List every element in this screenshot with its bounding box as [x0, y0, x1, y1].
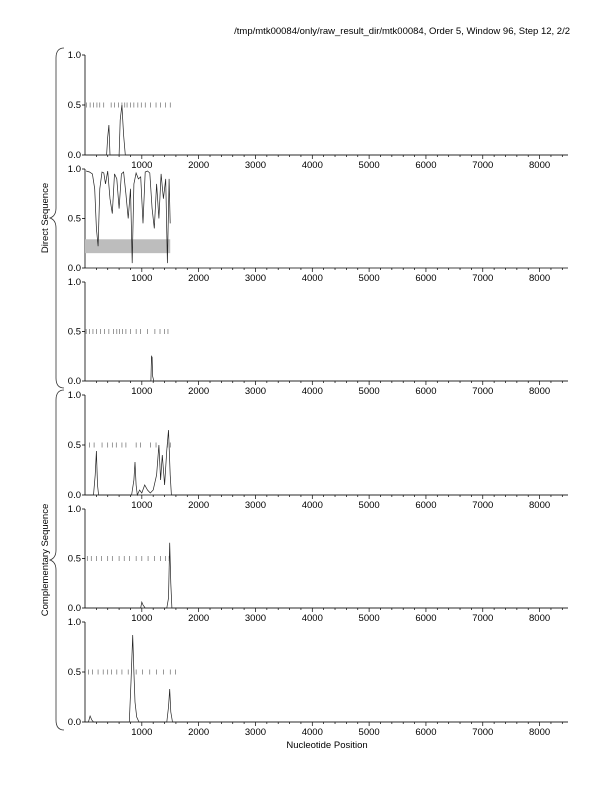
x-tick-label: 2000: [188, 160, 210, 171]
y-tick-label: 0.5: [67, 440, 81, 451]
frame-6: [68, 617, 568, 738]
x-tick-label: 5000: [358, 613, 380, 624]
x-tick-label: 7000: [472, 273, 494, 284]
x-tick-label: 7000: [472, 160, 494, 171]
x-tick-label: 6000: [415, 386, 437, 397]
x-tick-label: 5000: [358, 386, 380, 397]
x-tick-label: 3000: [244, 727, 267, 738]
x-tick-label: 1000: [131, 727, 153, 738]
x-tick-label: 8000: [529, 727, 551, 738]
complementary-group-label: Complementary Sequence: [40, 503, 51, 617]
x-tick-label: 1000: [131, 500, 153, 511]
x-tick-label: 2000: [188, 273, 210, 284]
x-tick-label: 4000: [301, 613, 323, 624]
frame-4: [68, 390, 568, 511]
x-tick-label: 8000: [529, 386, 551, 397]
x-tick-label: 3000: [244, 613, 267, 624]
y-tick-label: 1.0: [67, 277, 81, 288]
frame-2: [68, 164, 568, 284]
x-tick-label: 3000: [244, 160, 267, 171]
y-tick-label: 0.0: [67, 603, 81, 614]
y-tick-label: 0.0: [67, 490, 81, 501]
y-tick-label: 0.0: [67, 376, 81, 387]
x-tick-label: 5000: [358, 273, 380, 284]
y-tick-label: 0.5: [67, 553, 81, 565]
x-tick-label: 4000: [301, 273, 323, 284]
series-line: [85, 635, 568, 722]
y-tick-label: 0.0: [67, 150, 81, 161]
y-tick-label: 0.5: [67, 213, 81, 225]
y-tick-label: 1.0: [67, 390, 81, 401]
x-tick-label: 8000: [529, 613, 551, 624]
x-tick-label: 2000: [188, 386, 210, 397]
x-tick-label: 3000: [244, 273, 267, 284]
x-tick-label: 6000: [415, 613, 437, 624]
series-line: [85, 543, 568, 608]
series-line: [85, 105, 568, 155]
x-tick-label: 5000: [358, 727, 380, 738]
x-tick-label: 7000: [472, 500, 494, 511]
direct-group-bracket: [50, 48, 64, 388]
frame-5: [68, 504, 568, 624]
x-tick-label: 4000: [301, 727, 323, 738]
x-tick-label: 7000: [472, 386, 494, 397]
x-tick-label: 3000: [244, 386, 267, 397]
x-tick-label: 4000: [301, 386, 323, 397]
y-tick-label: 1.0: [67, 504, 81, 515]
x-tick-label: 3000: [244, 500, 267, 511]
complementary-group-bracket: [50, 390, 64, 730]
x-tick-label: 7000: [472, 613, 494, 624]
x-tick-label: 8000: [529, 500, 551, 511]
chart-frames: [68, 50, 568, 738]
y-tick-label: 0.5: [67, 100, 81, 111]
y-tick-label: 1.0: [67, 617, 81, 628]
x-tick-label: 8000: [529, 160, 551, 171]
x-axis-title: Nucleotide Position: [286, 740, 368, 751]
frame-1: [68, 50, 568, 171]
x-tick-label: 2000: [188, 613, 210, 624]
y-tick-label: 0.5: [67, 667, 81, 678]
x-tick-label: 7000: [472, 727, 494, 738]
series-line: [85, 430, 568, 495]
x-tick-label: 6000: [415, 160, 437, 171]
header-title: /tmp/mtk00084/only/raw_result_dir/mtk00084, Order 5, Window 96, Step 12, 2/2: [234, 26, 570, 37]
direct-group-label: Direct Sequence: [40, 182, 51, 254]
frame-3: [68, 277, 568, 397]
x-tick-label: 5000: [358, 160, 380, 171]
y-tick-label: 1.0: [67, 164, 81, 175]
series-line: [85, 356, 568, 381]
x-tick-label: 6000: [415, 273, 437, 284]
x-tick-label: 2000: [188, 727, 210, 738]
x-tick-label: 2000: [188, 500, 210, 511]
y-tick-label: 0.0: [67, 263, 81, 274]
x-tick-label: 6000: [415, 727, 437, 738]
x-tick-label: 8000: [529, 273, 551, 284]
x-tick-label: 4000: [301, 500, 323, 511]
x-tick-label: 1000: [131, 160, 153, 171]
x-tick-label: 1000: [131, 386, 153, 397]
x-tick-label: 1000: [131, 273, 153, 284]
y-tick-label: 0.0: [67, 717, 81, 728]
y-tick-label: 1.0: [67, 50, 81, 61]
x-tick-label: 6000: [415, 500, 437, 511]
x-tick-label: 1000: [131, 613, 153, 624]
x-tick-label: 4000: [301, 160, 323, 171]
y-tick-label: 0.5: [67, 326, 81, 338]
x-tick-label: 5000: [358, 500, 380, 511]
